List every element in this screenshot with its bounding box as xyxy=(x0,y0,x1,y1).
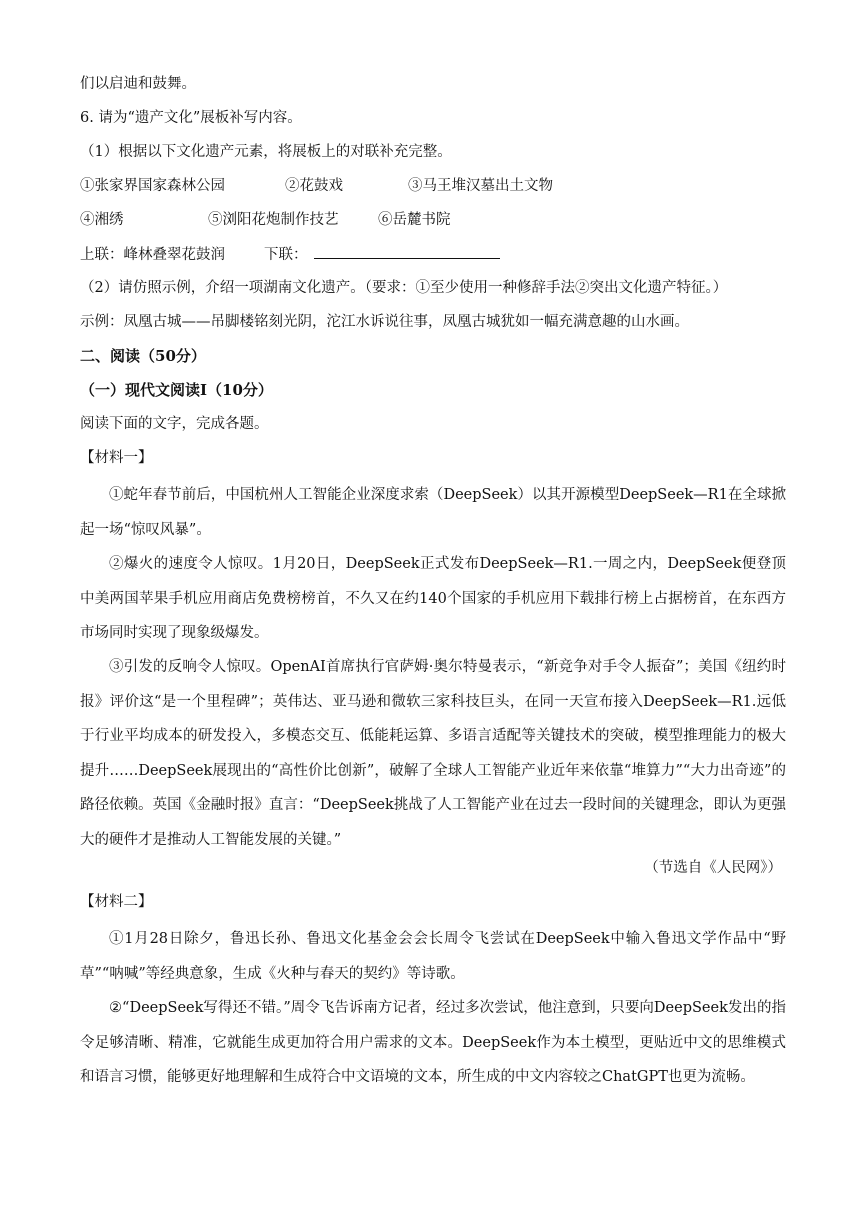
lower-couplet-blank[interactable] xyxy=(314,244,500,259)
question-6-1: （1）根据以下文化遗产元素，将展板上的对联补充完整。 xyxy=(80,144,452,160)
option-1: ①张家界国家森林公园 xyxy=(80,178,225,194)
options-row-2 xyxy=(80,210,451,230)
material-2-label: 【材料二】 xyxy=(80,894,153,910)
material-2-paragraph-2: ②“DeepSeek写得还不错。”周令飞告诉南方记者，经过多次尝试，他注意到，只要向DeepSeek发出的指令足够清晰、精准，它就能生成更加符合用户需求的文本。DeepSeek作为本土模型，更贴近中文的思维模式和语言习惯，能够更好地理解和生成符合中文语境的文本，所生成的中文内容较之ChatGPT也更为流畅。 xyxy=(80,1000,786,1085)
instruction-text: 阅读下面的文字，完成各题。 xyxy=(80,416,269,432)
option-4: ④湘绣 xyxy=(80,212,124,228)
example-text: 示例：凤凰古城——吊脚楼铭刻光阴，沱江水诉说往事，凤凰古城犹如一幅充满意趣的山水画。 xyxy=(80,314,689,330)
option-5: ⑤浏阳花炮制作技艺 xyxy=(208,212,339,228)
option-3: ③马王堆汉墓出土文物 xyxy=(408,178,553,194)
upper-couplet: 上联：峰林叠翠花鼓润 xyxy=(80,247,225,263)
material-1-paragraph-1: ①蛇年春节前后，中国杭州人工智能企业深度求索（DeepSeek）以其开源模型DeepSeek—R1在全球掀起一场“惊叹风暴”。 xyxy=(80,487,786,538)
couplet-row xyxy=(80,244,500,265)
subsection-heading: （一）现代文阅读Ⅰ（10分） xyxy=(80,381,273,399)
option-6: ⑥岳麓书院 xyxy=(378,212,451,228)
material-1-paragraph-2: ②爆火的速度令人惊叹。1月20日，DeepSeek正式发布DeepSeek—R1.一周之内，DeepSeek便登顶中美两国苹果手机应用商店免费榜榜首，不久又在约140个国家的手机应用下载排行榜上占据榜首，在东西方市场同时实现了现象级爆发。 xyxy=(80,556,786,641)
option-2: ②花鼓戏 xyxy=(285,178,343,194)
section-heading-reading: 二、阅读（50分） xyxy=(80,347,206,365)
material-1-paragraph-3: ③引发的反响令人惊叹。OpenAI首席执行官萨姆·奥尔特曼表示，“新竞争对手令人振奋”；美国《纽约时报》评价这“是一个里程碑”；英伟达、亚马逊和微软三家科技巨头，在同一天宣布接入DeepSeek—R1.远低于行业平均成本的研发投入，多模态交互、低能耗运算、多语言适配等关键技术的突破，模型推理能力的极大提升……DeepSeek展现出的“高性价比创新”，破解了全球人工智能产业近年来依靠“堆算力”“大力出奇迹”的路径依赖。英国《金融时报》直言：“DeepSeek挑战了人工智能产业在过去一段时间的关键理念，即认为更强大的硬件才是推动人工智能发展的关键。” xyxy=(80,659,786,848)
text-line-continuation: 们以启迪和鼓舞。 xyxy=(80,76,196,92)
options-row-1 xyxy=(80,176,553,196)
question-6-2: （2）请仿照示例，介绍一项湖南文化遗产。（要求：①至少使用一种修辞手法②突出文化遗产特征。） xyxy=(80,280,728,296)
material-1-label: 【材料一】 xyxy=(80,450,153,466)
source-citation: （节选自《人民网》） xyxy=(644,860,782,876)
material-2-paragraph-1: ①1月28日除夕，鲁迅长孙、鲁迅文化基金会会长周令飞尝试在DeepSeek中输入鲁迅文学作品中“野草”“呐喊”等经典意象，生成《火种与春天的契约》等诗歌。 xyxy=(80,931,786,982)
question-6: 6. 请为“遗产文化”展板补写内容。 xyxy=(80,110,302,126)
lower-couplet-label: 下联： xyxy=(264,247,308,263)
